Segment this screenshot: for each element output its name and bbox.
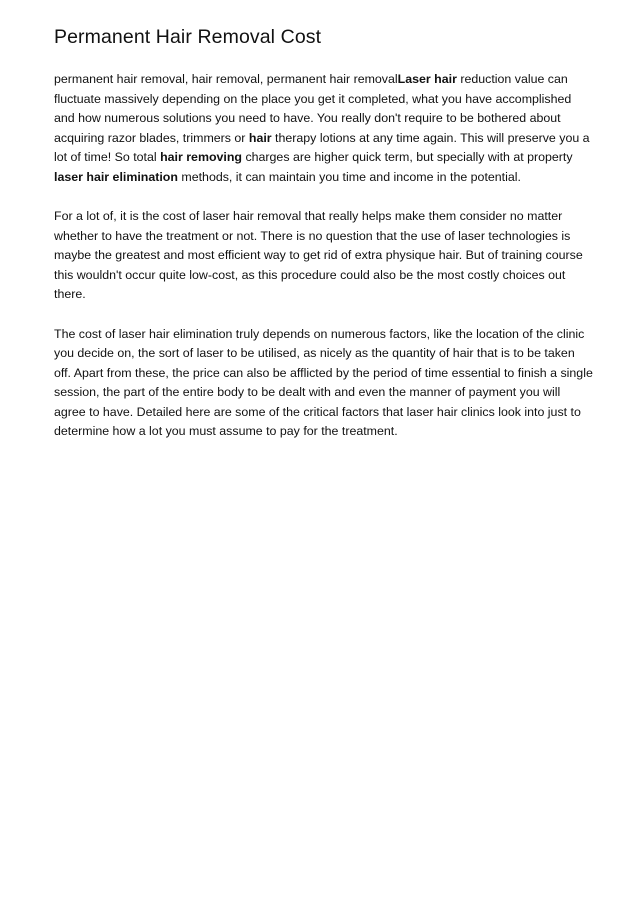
- paragraph-3: [54, 325, 594, 442]
- paragraph-text: reduction value can fluctuate massively depending on the place you get it completed, what you have accomplished and how numerous solutions you need to have. You really don't require to be bothered about acquiring razor blades, trimmers or: [54, 72, 572, 145]
- keyword-link: hair: [248, 130, 272, 145]
- paragraph-text: charges are higher quick term, but specially with at property: [242, 150, 573, 164]
- paragraph-text: permanent hair removal, hair removal, permanent hair removal: [54, 72, 398, 86]
- document-title: Permanent Hair Removal Cost: [54, 26, 322, 48]
- paragraph-2: [54, 207, 594, 305]
- keyword-link: Laser hair: [397, 72, 457, 86]
- paragraph-text: For a lot of, it is the cost of laser hair removal that really helps make them consider no matter whether to have the treatment or not. There is no question that the use of laser technologies is maybe the greatest and most efficient way to get rid of extra physique hair. But of training course this wouldn't occur quite low-cost, as this procedure could also be the most costly choices out there.: [54, 209, 583, 301]
- paragraph-text: therapy lotions at any time again. This will preserve you a lot of time! So total: [54, 130, 590, 164]
- keyword-link: laser hair elimination: [54, 169, 178, 184]
- paragraph-text: The cost of laser hair elimination truly depends on numerous factors, like the location of the clinic you decide on, the sort of laser to be utilised, as nicely as the quantity of hair that is to be taken off. Apart from these, the price can also be afflicted by the period of time essential to finish a single session, the part of the entire body to be dealt with and even the manner of payment you will agree to have. Detailed here are some of the critical factors that laser hair clinics look into just to determine how a lot you must assume to pay for the treatment.: [54, 326, 593, 438]
- keyword-link: hair removing: [160, 150, 242, 164]
- paragraph-text: methods, it can maintain you time and income in the potential.: [177, 169, 521, 184]
- paragraph-1: [54, 70, 594, 187]
- document-page: [54, 24, 594, 462]
